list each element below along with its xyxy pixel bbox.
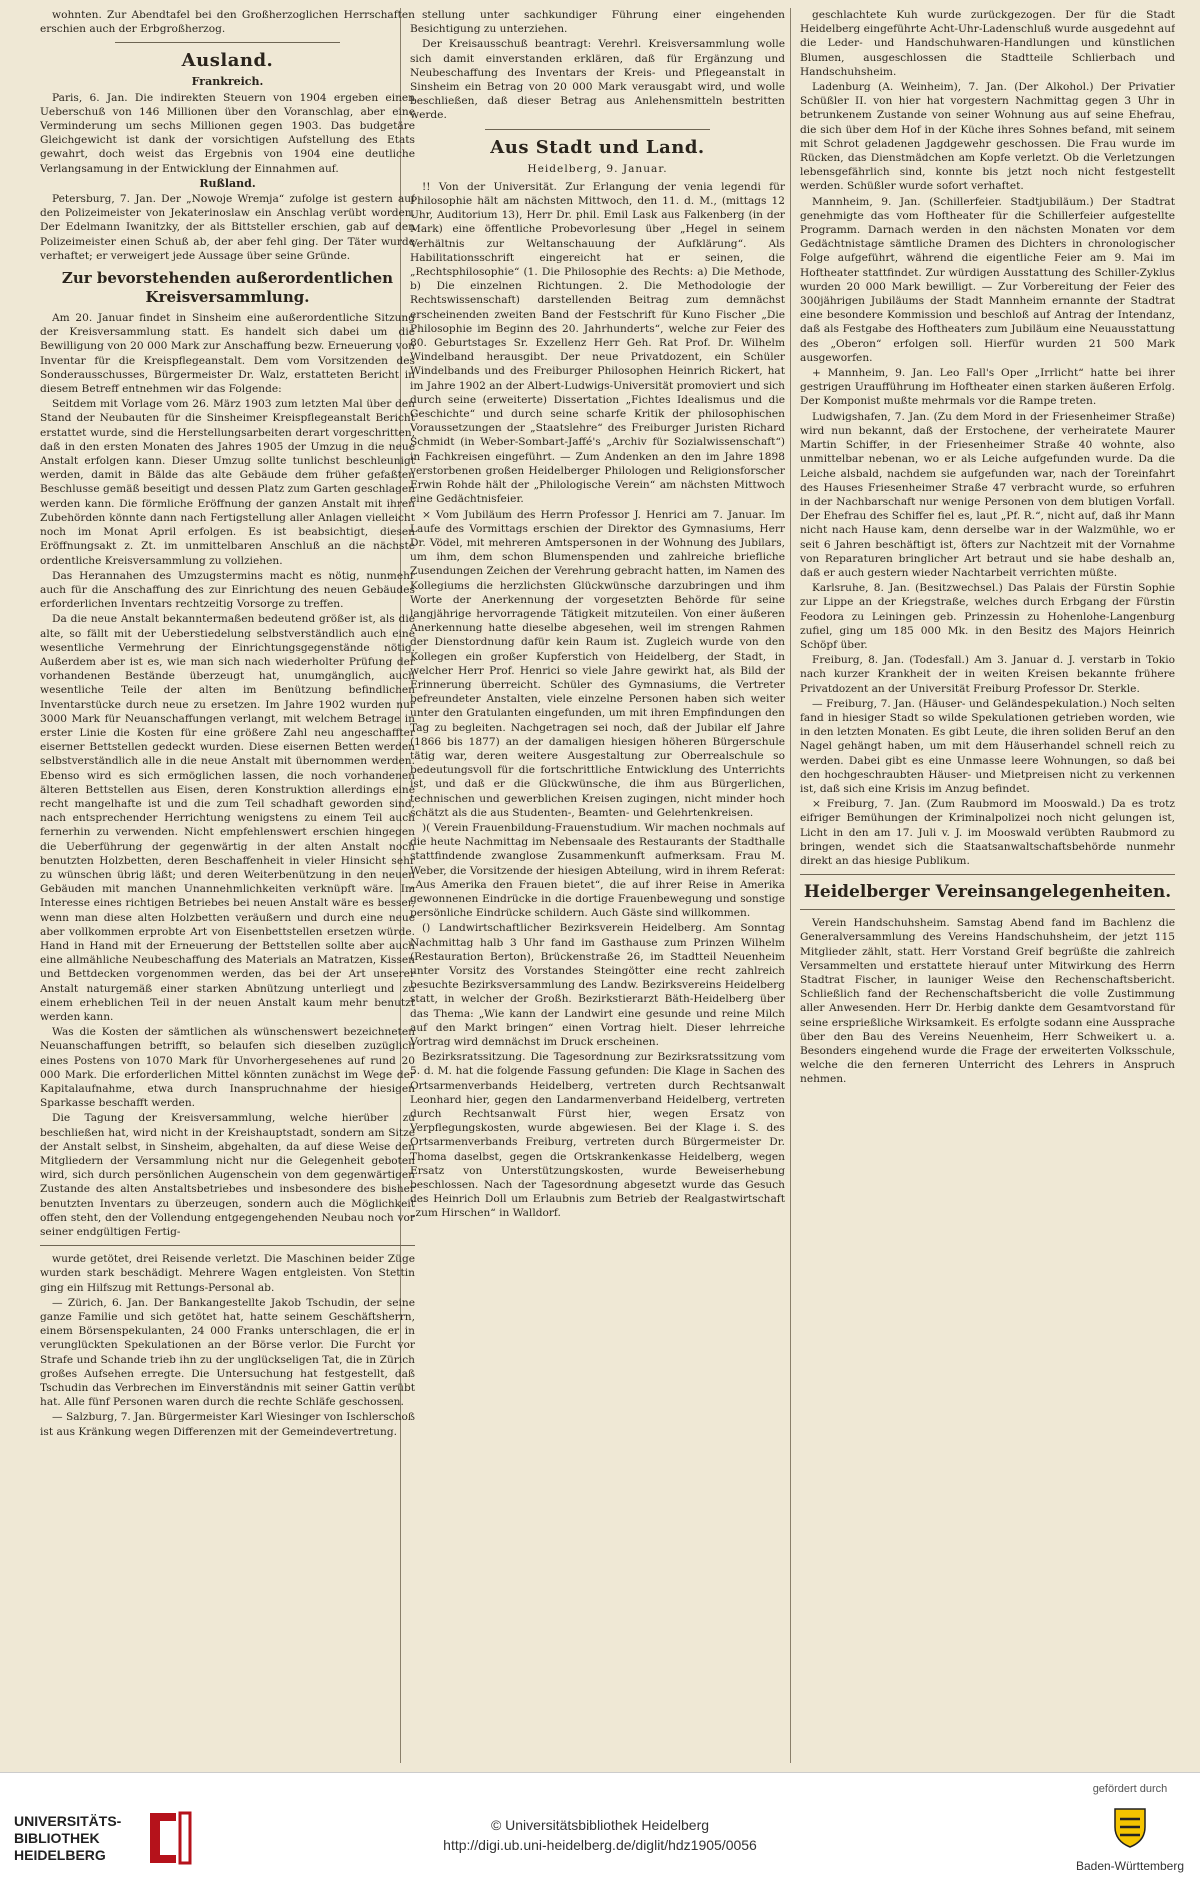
article-text: () Landwirtschaftlicher Bezirksverein Heidelberg. Am Sonntag Nachmittag halb 3 Uhr fand im Gasthause zum Prinzen Wilhelm (Restauration Berton), Brückenstraße 26, im Stadtteil Neuenheim unter Vorsitz des Vorstandes Steingötter eine recht zahlreich besuchte Bezirksversammlung des Landw. Bezirksvereins Heidelberg statt, in welcher der Großh. Bezirkstierarzt Bäth-Heidelberg über das Thema: „Wie kann der Landwirt eine gesunde und reine Milch auf den Markt bringen“ einen Vortrag hielt. Dieser lehrreiche Vortrag wird demnächst im Druck erscheinen. — [410, 922, 785, 1049]
state-coat-of-arms-icon — [1105, 1805, 1155, 1849]
article-text: Die Tagung der Kreisversammlung, welche hierüber zu beschließen hat, wird nicht in der Kreishauptstadt, sondern am Sitze der Anstalt selbst, in Sinsheim, abgehalten, da auf diese Weise den Mitgliedern der Versammlung nicht nur die Gelegenheit geboten wird, sich durch persönlichen Augenschein von dem gegenwärtigen Zustande des alten Anstaltsbetriebes und insbesondere des bisher benutzten Inventars zu überzeugen, sondern auch die Möglichkeit offen steht, den der Vollendung entgegengehenden Neubau noch vor seiner endgültigen Fertig- — [40, 1112, 415, 1239]
article-text: + Mannheim, 9. Jan. Leo Fall's Oper „Irrlicht“ hatte bei ihrer gestrigen Uraufführung im Hoftheater einen starken äußeren Erfolg. Der Komponist mußte mehrmals vor die Rampe treten. — [800, 367, 1175, 408]
article-text: Was die Kosten der sämtlichen als wünschenswert bezeichneten Neuanschaffungen betrifft, so belaufen sich dieselben zuzüglich eines Postens von 1070 Mark für Unvorhergesehenes auf rund 20 000 Mark. Die erforderlichen Mittel könnten zunächst im Wege der Kapitalaufnahme, etwa durch Inanspruchnahme der hiesigen Sparkasse beschafft werden. — [40, 1026, 415, 1110]
article-text: wurde getötet, drei Reisende verletzt. Die Maschinen beider Züge wurden stark beschädigt. Mehrere Wagen entgleisten. Von Stettin ging ein Hilfszug mit Rettungs-Personal ab. — [40, 1253, 415, 1294]
article-text: Seitdem mit Vorlage vom 26. März 1903 zum letzten Mal über den Stand der Neubauten für die Sinsheimer Kreispflegeanstalt Bericht erstattet wurde, sind die Herstellungsarbeiten derart vorgeschritten, daß in den ersten Monaten des Jahres 1905 der Umzug in die neue Anstalt erfolgen kann. Dieser Umzug sollte tunlichst beschleunigt werden, damit in Bälde das alte Gebäude dem früher gefaßten Beschlusse gemäß beseitigt und dessen Platz zum Garten geschlagen werden kann. Die förmliche Eröffnung der ganzen Anstalt mit ihren Zubehörden könnte dann nach Fertigstellung aller Anlagen vielleicht noch im Monat April erfolgen. Es ist beabsichtigt, diesen Eröffnungsakt z. Zt. im unmittelbaren Anschluß an die nächste ordentliche Kreisversammlung zu vollziehen. — [40, 398, 415, 567]
column-1 — [40, 8, 415, 1763]
copyright-notice: © Universitätsbibliothek Heidelberg — [490, 1817, 710, 1833]
logo-line: UNIVERSITÄTS- — [14, 1813, 122, 1829]
permalink[interactable]: http://digi.ub.uni-heidelberg.de/diglit/hdz1905/0056 — [443, 1837, 757, 1853]
divider — [115, 42, 340, 43]
library-emblem-icon — [146, 1809, 194, 1867]
article-heading-kreisversammlung: Zur bevorstehenden außerordentlichen Kreisversammlung. — [61, 269, 394, 307]
article-text: Ladenburg (A. Weinheim), 7. Jan. (Der Alkohol.) Der Privatier Schüßler II. von hier hat vorgestern Nachmittag gegen 3 Uhr in betrunkenem Zustande von seiner Wohnung aus auf seine Ehefrau, die sich über dem Hof in der Küche ihres Sohnes befand, mit seinem mit Schrot geladenen Jagdgewehr geschossen. Die Frau wurde im Rücken, das Dienstmädchen am Kopfe verletzt. Ob die Verletzungen lebensgefährlich sind, konnte bis jetzt noch nicht festgestellt werden. Schüßler wurde sofort verhaftet. — [800, 81, 1175, 193]
section-heading-stadt-und-land: Aus Stadt und Land. — [490, 136, 705, 158]
divider — [40, 1245, 415, 1246]
column-divider — [790, 8, 791, 1763]
article-text: Verein Handschuhsheim. Samstag Abend fand im Bachlenz die Generalversammlung des Vereins Handschuhsheim, der jetzt 115 Mitglieder zählt, statt. Herr Vorstand Greif begrüßte die zahlreich Versammelten und erstattete hierauf unter Mitwirkung des Herrn Stadtrat Fischer, in launiger Weise den Rechenschaftsbericht. Schließlich fand der Rechenschaftsbericht die volle Zustimmung aller Anwesenden. Herr Dr. Herbig dankte dem Gesamtvorstand für seine ersprießliche Wirksamkeit. Es erfolgte sodann eine Aussprache über den Bau des Vereins Neuenheim, Herr Schweikert u. a. Besonders eingehend wurde die Frage der erweiterten Volksschule, welche die den ferneren Unterricht des Lehrers in Anspruch nehmen. — [800, 917, 1175, 1086]
article-text: Am 20. Januar findet in Sinsheim eine außerordentliche Sitzung der Kreisversammlung statt. Es handelt sich dabei um die Bewilligung von 20 000 Mark zur Anschaffung bezw. Erneuerung von Inventar für die Kreispflegeanstalt. Dem vom Vorsitzenden des Sonderausschusses, Bürgermeister Dr. Walz, erstatteten Bericht in diesem Betreff entnehmen wir das Folgende: — [40, 312, 415, 396]
dateline: Heidelberg, 9. Januar. — [527, 162, 668, 175]
library-footer — [0, 1772, 1200, 1891]
article-text: stellung unter sachkundiger Führung einer eingehenden Besichtigung zu unterziehen. — [410, 9, 785, 36]
article-text: Das Herannahen des Umzugstermins macht es nötig, nunmehr auch für die Anschaffung des zur Einrichtung des neuen Gebäudes erforderlichen Inventars rechtzeitig Vorsorge zu treffen. — [40, 569, 415, 611]
divider — [485, 129, 710, 130]
article-text: × Vom Jubiläum des Herrn Professor J. Henrici am 7. Januar. Im Laufe des Vormittags erschien der Direktor des Gymnasiums, Herr Dr. Vödel, mit mehreren Amtspersonen in der Wohnung des Jubilars, um ihm, dem schon Blumenspenden und zahlreiche briefliche Zusendungen Zeichen der Verehrung gebracht hatten, im Namen des Kollegiums die herzlichsten Glückwünsche darzubringen und ihm Worte der Anerkennung der vorgesetzten Behörde für seine langjährige hervorragende Tätigkeit mitzuteilen. Von einer äußeren Anerkennung hatte dieselbe abgesehen, weil im strengen Rahmen der Dienstordnung dafür kein Raum ist. Zugleich wurde von den Kollegen ein großer Kupferstich von Heidelberg, der Stadt, in welcher Herr Prof. Henrici so viele Jahre gewirkt hat, als Bild der Erinnerung überreicht. Schüler des Gymnasiums, die Vertreter befreundeter Anstalten, viele einzelne Personen haben sich weiter unter den Gratulanten eingefunden, um mit ihren Empfindungen den Tag zu begleiten. Nachgetragen sei noch, daß der Jubilar elf Jahre (1866 bis 1877) an der damaligen hiesigen höheren Bürgerschule tätig war, deren weitere Ausgestaltung zur Oberrealschule so bedeutungsvoll für die fortschrittliche Entwicklung des Unterrichts ist, und daß er die Glückwünsche, die ihm aus Bürgerlichen, technischen und gewerblichen Kreisen zugingen, nicht minder hoch schätzt als die aus Studenten-, Beamten- und Gelehrtenkreisen. — [410, 508, 785, 819]
article-text: — Salzburg, 7. Jan. Bürgermeister Karl Wiesinger von Ischlerschoß ist aus Kränkung wegen Differenzen mit der Gemeindevertretung. — [40, 1411, 415, 1438]
section-heading-vereinsangelegenheiten: Heidelberger Vereinsangelegenheiten. — [803, 882, 1172, 903]
article-text: Karlsruhe, 8. Jan. (Besitzwechsel.) Das Palais der Fürstin Sophie zur Lippe an der Kriegstraße, welches durch Erbgang der Fürstin Feodora zu Leiningen geb. Prinzessin zu Hohenlohe-Langenburg zufiel, ging um 185 000 Mk. in den Besitz des Majors Heinrich Schöpf über. — [800, 582, 1175, 651]
article-text: geschlachtete Kuh wurde zurückgezogen. Der für die Stadt Heidelberg eingeführte Acht-Uhr-Ladenschluß wurde ausgedehnt auf die Leder- und Handschuhwaren-Handlungen und künstlichen Blumen, ausgeschlossen die Stadtteile Schlierbach und Handschuhsheim. — [800, 9, 1175, 78]
library-logo[interactable] — [14, 1803, 214, 1873]
section-heading-ausland: Ausland. — [181, 50, 274, 72]
library-logo-text — [14, 1813, 121, 1864]
article-text: × Freiburg, 7. Jan. (Zum Raubmord im Mooswald.) Da es trotz eifriger Bemühungen der Kriminalpolizei noch nicht gelungen ist, Licht in den am 17. Juli v. J. im Mooswald verübten Raubmord zu bringen, wendet sich die Staatsanwaltschaftsbehörde nunmehr direkt an das hiesige Publikum. — [800, 798, 1175, 867]
logo-line: HEIDELBERG — [14, 1847, 106, 1863]
funding-label: gefördert durch — [1092, 1783, 1168, 1795]
article-text: Mannheim, 9. Jan. (Schillerfeier. Stadtjubiläum.) Der Stadtrat genehmigte das vom Hoftheater für die Schillerfeier aufgestellte Programm. Darnach werden in den nächsten Monaten vor dem Gedächtnistage sämtliche Dramen des Dichters in chronologischer Folge aufgeführt, während die eigentliche Feier am 9. Mai im Hoftheater stattfindet. Zur würdigen Ausstattung des Schiller-Zyklus wurden 20 000 Mark bewilligt. — Zur Vorbereitung der Feier des 300jährigen Jubiläums der Stadt Mannheim ernannte der Stadtrat eine besondere Kommission und beschloß auf Antrag der Intendanz, daß als Festgabe des Hoftheaters zum Jubiläum eine Neuausstattung des „Oberon“ erfolgen soll. Hierfür wurden 21 500 Mark ausgeworfen. — [800, 195, 1175, 364]
article-text: Bezirksratssitzung. Die Tagesordnung zur Bezirksratssitzung vom 5. d. M. hat die folgende Fassung gefunden: Die Klage in Sachen des Ortsarmenverbands Heidelberg, vertreten durch Rechtsanwalt Leonhard hier, gegen den Landarmenverband Heidelberg, vertreten durch Rechtsanwalt Fürst hier, wegen Ersatz von Verpflegungskosten, wurde abgewiesen. Bei der Klage i. S. des Ortsarmenverbands Freiburg, vertreten durch Bürgermeister Dr. Thoma daselbst, gegen die Ortskrankenkasse Heidelberg, wegen Ersatz von Unterstützungskosten, wurde Beweiserhebung beschlossen. Nach der Tagesordnung abgesetzt wurde das Gesuch des Heinrich Doll um Erlaubnis zum Betrieb der Realgastwirtschaft „zum Hirschen“ in Walldorf. — [410, 1051, 785, 1220]
article-text: Ludwigshafen, 7. Jan. (Zu dem Mord in der Friesenheimer Straße) wird nun bekannt, daß der Erstochene, der verheiratete Maurer Martin Schiffer, in der Friesenheimer Straße 40 wohnte, also unmittelbar nebenan, wo er als Leiche aufgefunden wurde. Da die Leiche alsbald, nachdem sie aufgefunden war, nach der Toreinfahrt des Hauses Friesenheimer Straße 47 verbracht wurde, so erfuhren in der Nachbarschaft nur wenige Personen von dem blutigen Vorfall. Der Ehefrau des Schiffer fiel es, laut „Pf. R.“, nicht auf, daß ihr Mann nicht nach Hause kam, denn derselbe war in der Walzmühle, wo er seit 6 Jahren beschäftigt ist, öfters zur Nachtzeit mit der Vornahme von Reparaturen bringlicher Art betraut und sie habe deshalb an, daß er auch gestern wieder Nachtarbeit verrichten müßte. — [800, 410, 1175, 579]
subheading-russland: Rußland. — [199, 176, 256, 190]
article-text: — Zürich, 6. Jan. Der Bankangestellte Jakob Tschudin, der seine ganze Familie und sich getötet hat, hatte seinem Geschäftsherrn, einem Börsenspekulanten, 24 000 Franks unterschlagen, die er in verunglückten Spekulationen an der Börse verlor. Die Furcht vor Strafe und Schande trieb ihn zu der unglückseligen Tat, die in Zürich großes Aufsehen erregte. Die Untersuchung hat festgestellt, daß Tschudin das Verbrechen im Einverständnis mit seiner Gattin verübt hat. Alle fünf Personen waren durch die rechte Schläfe geschossen. — [40, 1296, 415, 1409]
article-text: wohnten. Zur Abendtafel bei den Großherzoglichen Herrschaften erschien auch der Erbgroßherzog. — [40, 9, 415, 36]
column-2 — [410, 8, 785, 1763]
subheading-frankreich: Frankreich. — [191, 75, 264, 89]
column-3 — [800, 8, 1175, 1763]
article-text: !! Von der Universität. Zur Erlangung der venia legendi für Philosophie hält am nächsten Mittwoch, den 11. d. M., (mittags 12 Uhr, Auditorium 13), Herr Dr. phil. Emil Lask aus Falkenberg (in der Mark) eine öffentliche Probevorlesung über „Hegel in seinem Verhältnis zur Weltanschauung der Aufklärung“. Als Habilitationsschrift eingereicht hat er seinen, die „Rechtsphilosophie“ (1. Die Philosophie des Rechts: a) Die Methode, b) Die einzelnen Richtungen. 2. Die Methodologie der Rechtswissenschaft) darstellenden Beitrag zum demnächst erscheinenden zweiten Band der Festschrift für Kuno Fischer „Die Philosophie im Beginn des 20. Jahrhunderts“, welche zur Feier des 80. Geburtstages Sr. Exzellenz Herr Geh. Rat Prof. Dr. Wilhelm Windelband herausgibt. Der neue Privatdozent, ein Schüler Windelbands und des Freiburger Philosophen Heinrich Rickert, hat im Jahre 1902 an der Albert-Ludwigs-Universität promoviert und sich durch seine (erweiterte) Dissertation „Fichtes Idealismus und die Geschichte“ und durch seine scharfe Kritik der philosophischen Voraussetzungen der „Staatslehre“ des Freiburger Juristen Richard Schmidt (in Weber-Sombart-Jaffé's „Archiv für Sozialwissenschaft“) in Fachkreisen eingeführt. — Zum Andenken an den im Jahre 1898 verstorbenen großen Heidelberger Philologen und Religionsforscher Erwin Rohde hält der „Philologische Verein“ am nächsten Mittwoch eine Gedächtnisfeier. — [410, 180, 785, 506]
divider — [800, 909, 1175, 910]
article-text: )( Verein Frauenbildung-Frauenstudium. Wir machen nochmals auf die heute Nachmittag im Nebensaale des Restaurants der Stadthalle stattfindende zwanglose Zusammenkunft aufmerksam. Frau M. Weber, die Vorsitzende der hiesigen Abteilung, wird in ihrem Referat: „Aus Amerika den Frauen bietet“, die auf ihrer Reise in Amerika gewonnenen Eindrücke in die dortige Frauenbewegung und sonstige persönliche Eindrücke schildern. Auch Gäste sind willkommen. — [410, 821, 785, 920]
article-text: Petersburg, 7. Jan. Der „Nowoje Wremja“ zufolge ist gestern auf den Polizeimeister von Jekaterinoslaw ein Anschlag verübt worden. Der Edelmann Iwanitzky, der als Bittsteller erschien, gab auf den Polizeimeister einen Schuß ab, der aber fehl ging. Der Täter wurde verhaftet; er verweigert jede Aussage über seine Gründe. — [40, 193, 415, 262]
article-text: — Freiburg, 7. Jan. (Häuser- und Geländespekulation.) Noch selten fand in hiesiger Stadt so wilde Spekulationen getrieben worden, wie in den letzten Monaten. Es gibt Leute, die ihren soliden Beruf an den Nagel gehängt haben, um mit dem Häuserhandel schnell reich zu werden. Dabei gibt es eine Unmasse leere Wohnungen, so daß bei den hochgeschraubten Häuser- und Mietpreisen nicht zu verkennen ist, daß sich eine Krisis im Anzug befindet. — [800, 697, 1175, 795]
funder-name: Baden-Württemberg — [1075, 1859, 1185, 1873]
article-text: Paris, 6. Jan. Die indirekten Steuern von 1904 ergeben einen Ueberschuß von 146 Millionen über den Voranschlag, aber eine Verminderung um sechs Millionen gegen 1903. Das budgetäre Gleichgewicht ist dank der vorsichtigen Aufstellung des Etats gewahrt, doch weist das Ergebnis von 1904 eine deutliche Verlangsamung in der Entwicklung der Einnahmen auf. — [40, 91, 415, 175]
article-text: Der Kreisausschuß beantragt: Verehrl. Kreisversammlung wolle sich damit einverstanden erklären, daß für Ergänzung und Neubeschaffung des Inventars der Kreis- und Pflegeanstalt in Sinsheim ein Betrag von 20 000 Mark verausgabt wird, und wolle beschließen, daß dieser Betrag aus Anlehensmitteln bestritten werde. — [410, 38, 785, 122]
logo-line: BIBLIOTHEK — [14, 1830, 100, 1846]
article-text: Da die neue Anstalt bekanntermaßen bedeutend größer ist, als die alte, so fällt mit der Ueberstiedelung selbstverständlich auch eine wesentliche Vermehrung der Einrichtungsgegenstände nötig. Außerdem aber ist es, wie man sich nach wiederholter Prüfung der vorhandenen Bestände überzeugt hat, unumgänglich, auch wesentliche Teile der alten im Benützung befindlichen Inventarstücke durch neue zu ersetzen. Im Jahre 1902 wurden nur 3000 Mark für Neuanschaffungen verlangt, mit welchem Betrage in erster Linie die Kosten für eine größere Zahl neu angeschaffter eiserner Bettstellen gedeckt wurden. Diese eisernen Betten werden selbstverständlich alle in die neue Anstalt mit übernommen werden. Ebenso wird es sich ermöglichen lassen, die noch vorhandenen älteren Bettstellen aus Eisen, deren Konstruktion allerdings eine recht mangelhafte ist und die zum Teil schadhaft geworden sind, nach entsprechender Herrichtung wenigstens zu einem Teil auch fernerhin zu verwenden. Nicht empfehlenswert erschien hingegen die Ueberführung der gegenwärtig in der alten Anstalt noch benutzten Holzbetten, deren Beschaffenheit in vieler Hinsicht sehr zu wünschen übrig läßt; und deren Weiterbenützung in den neuen Gebäuden mit manchen Unannehmlichkeiten verknüpft wäre. Im Interesse eines richtigen Betriebes bei neuen Anstalt wäre es besser, wenn man diese alten Holzbetten veräußern und durch eine neue aber vollkommen erprobte Art von Eisenbettstellen ersetzen würde. Hand in Hand mit der Erneuerung der Bettstellen sollte aber auch eine allmähliche Neubeschaffung des Materials an Matratzen, Kissen und Bettdecken vorgenommen werden, das bei der Art unserer Anstalt naturgemäß einer starken Abnützung unterliegt und zu einem erheblichen Teil in der neuen Anstalt kaum mehr benutzt werden kann. — [40, 613, 415, 1023]
divider — [800, 874, 1175, 875]
article-text: Freiburg, 8. Jan. (Todesfall.) Am 3. Januar d. J. verstarb in Tokio nach kurzer Krankheit der in weiten Kreisen bekannte frühere Privatdozent an der Universität Freiburg Professor Dr. Sterkle. — [800, 654, 1175, 695]
